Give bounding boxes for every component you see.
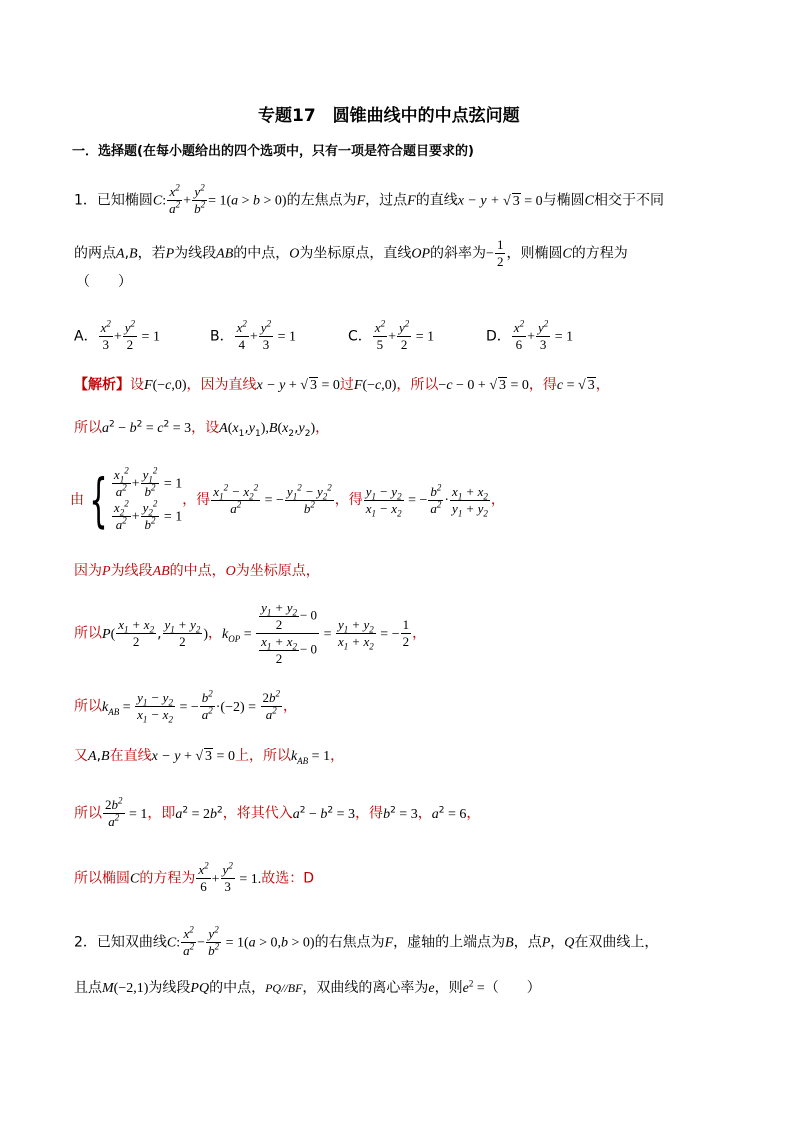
q1-text: 的中点， xyxy=(233,245,290,262)
option-label: B． xyxy=(210,328,234,345)
sol-text: ，所以 xyxy=(396,377,439,393)
option-label: A． xyxy=(74,328,98,345)
sol-text: 故选：D xyxy=(261,870,314,887)
sol-text: ，即 xyxy=(147,805,176,822)
q2-text: ，点 xyxy=(513,934,542,951)
question-number: 2． xyxy=(74,934,97,951)
solution-line-4: 因为P为线段AB的中点，O为坐标原点， xyxy=(74,563,320,579)
sol-text: ，将其代入 xyxy=(222,805,293,822)
q1-text: 的斜率为 xyxy=(430,245,487,262)
sol-text: 的中点， xyxy=(169,563,226,579)
q1-text: 相交于不同 xyxy=(593,192,664,209)
sol-text: ，因为直线 xyxy=(186,377,257,393)
q2-text: 为线段 xyxy=(148,980,191,996)
section-heading: 一．选择题(在每小题给出的四个选项中，只有一项是符合题目要求的) xyxy=(72,144,474,159)
option-b[interactable]: B． $\frac{x^2}{4}$ + $\frac{y^2}{3}$ = 1 xyxy=(210,318,296,352)
sol-text: 为线段 xyxy=(110,563,153,579)
q2-text: ，则 xyxy=(434,980,463,996)
option-label: C． xyxy=(348,328,372,345)
q1-text: 为坐标原点，直线 xyxy=(299,245,412,262)
sol-text: 又 xyxy=(74,748,88,764)
q1-text: 已知椭圆 xyxy=(96,192,153,209)
question-1-line-1: 1．已知椭圆C: $\frac{x^2}{a^2}$ + $\frac{y^2}{b^2}$ = 1(a > b > 0)的左焦点为F，过点F的直线x − y + √ 3 = 0与椭圆C相交于不同 xyxy=(74,182,664,216)
sol-text: 所以椭圆 xyxy=(74,870,130,887)
sol-text: 上，所以 xyxy=(234,748,291,764)
sol-text: 因为 xyxy=(74,563,102,579)
sol-text: 为坐标原点， xyxy=(235,563,320,579)
q2-text: 的右焦点为 xyxy=(314,934,385,951)
sol-text: ，得 xyxy=(355,805,384,822)
q2-text: 已知双曲线 xyxy=(96,934,167,951)
sol-text: 过 xyxy=(339,377,354,393)
q1-text: ，若 xyxy=(137,245,166,262)
q2-text: 的中点， xyxy=(209,980,266,996)
question-2-line-1: 2．已知双曲线C: $\frac{x^2}{a^2}$ − $\frac{y^2}{b^2}$ = 1(a > 0,b > 0)的右焦点为F，虚轴的上端点为B，点P，Q在双曲线上， xyxy=(74,924,659,958)
solution-line-3: 由{ $\frac{x_1^2}{a^2}$ + $\frac{y_1^2}{b^2}$ = 1 $\frac{x_2^2}{a^2}$ + $\frac{y_2^2}{b^2}$ = 1 ，得 $\frac{x_1^2 - x_2^2}{a^2}$ = − $\frac{y_1^2 - y_2^2}{b^2}$ ，得 $\frac{y_1 - y_2}{x_1 - x_2}$ = − $\frac{b^2}{a^2}$ · $\frac{x_1 + x_2}{y_1 + y_2}$ ， xyxy=(70,465,505,534)
sol-text: 所以 xyxy=(74,625,102,642)
solution-line-8: 所以 $\frac{2b^2}{a^2}$ = 1，即$a^2 = 2b^2$，将其代入$a^2 - b^2 = 3$，得$b^2 = 3$，$a^2 = 6$， xyxy=(74,795,481,829)
q2-text: ，虚轴的上端点为 xyxy=(393,934,506,951)
sol-text: ，得 xyxy=(334,492,363,508)
answer-paren: （ ） xyxy=(76,274,132,290)
q1-text: 的方程为 xyxy=(571,245,628,262)
q2-text: 且点 xyxy=(74,980,102,996)
q1-text: ，过点 xyxy=(365,192,408,209)
sol-text: ，设 xyxy=(191,420,220,436)
sol-text: 所以 xyxy=(74,420,102,436)
solution-tag: 【解析】 xyxy=(74,377,130,393)
solution-line-5: 所以P( $\frac{x_1 + x_2}{2}$ , $\frac{y_1 + y_2}{2}$ )，$k_{OP}$ = $\frac{y_1 + y_2}{2}$ − 0 $\frac{x_1 + x_2}{2}$ − 0 = $\frac{y_1 + y_2}{x_1 + x_2}$ = − $\frac{1}{2}$ ， xyxy=(74,600,427,666)
q1-text: 的两点 xyxy=(74,245,116,262)
q1-text: 的直线 xyxy=(415,192,458,209)
sol-text: ，得 xyxy=(528,377,557,393)
sol-text: 所以 xyxy=(74,805,102,822)
solution-line-1: 【解析】设F(−c,0)，因为直线x − y + √ 3 = 0过F(−c,0)，所以−c − 0 + √ 3 = 0，得c = √ 3， xyxy=(74,377,610,393)
option-c[interactable]: C． $\frac{x^2}{5}$ + $\frac{y^2}{2}$ = 1 xyxy=(348,318,435,352)
option-d[interactable]: D． $\frac{x^2}{6}$ + $\frac{y^2}{3}$ = 1 xyxy=(486,318,574,352)
q1-text: 的左焦点为 xyxy=(286,192,357,209)
question-number: 1． xyxy=(74,192,97,209)
q2-text: 在双曲线上， xyxy=(574,934,659,951)
sol-text: 设 xyxy=(130,377,144,393)
option-label: D． xyxy=(486,328,511,345)
solution-line-6: 所以$k_{AB}$ = $\frac{y_1 - y_2}{x_1 - x_2}$ = − $\frac{b^2}{a^2}$ ·(−2) = $\frac{2b^2}{a^2}$ ， xyxy=(74,688,298,725)
solution-line-7: 又A,B在直线x − y + √ 3 = 0上，所以$k_{AB} = 1$， xyxy=(74,748,345,766)
q2-text: （ ） xyxy=(484,980,541,996)
question-1-line-2: 的两点A,B，若P为线段AB的中点，O为坐标原点，直线OP的斜率为− $\frac{1}{2}$ ，则椭圆C的方程为 xyxy=(74,237,628,269)
option-a[interactable]: A． $\frac{x^2}{3}$ + $\frac{y^2}{2}$ = 1 xyxy=(74,318,160,352)
sol-text: 由 xyxy=(70,492,84,508)
q2-text: ， xyxy=(550,934,565,951)
sol-text: 的方程为 xyxy=(139,870,196,887)
question-2-line-2: 且点M(−2,1)为线段PQ的中点，PQ//BF，双曲线的离心率为e，则$e^2$ =（ ） xyxy=(74,978,541,996)
solution-line-9: 所以椭圆C的方程为 $\frac{x^2}{6}$ + $\frac{y^2}{3}$ = 1.故选：D xyxy=(74,860,314,894)
q1-text: ，则椭圆 xyxy=(506,245,563,262)
solution-line-2: 所以$a^2 - b^2 = c^2 = 3$，设$A(x_1,y_1),B(x_2,y_2)$， xyxy=(74,419,330,439)
sol-text: 在直线 xyxy=(109,748,152,764)
sol-text: ，得 xyxy=(182,492,211,508)
page-title: 专题17 圆锥曲线中的中点弦问题 xyxy=(258,106,520,126)
sol-text: 所以 xyxy=(74,698,102,715)
q1-text: 为线段 xyxy=(174,245,217,262)
q1-text: 与椭圆 xyxy=(542,192,585,209)
q2-text: ，双曲线的离心率为 xyxy=(302,980,429,996)
